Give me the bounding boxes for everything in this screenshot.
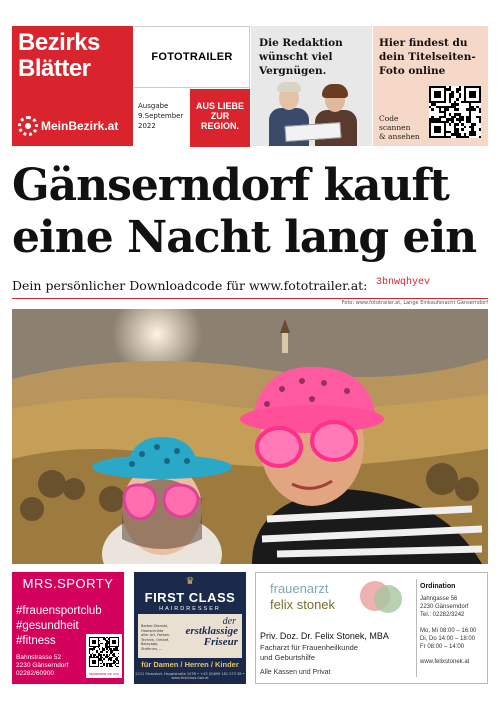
brand-title-line: Bezirks	[18, 29, 100, 56]
ad-tagline-box	[138, 614, 242, 658]
ad-brand-name: MRS.SPORTY	[22, 576, 114, 591]
divider	[416, 579, 417, 677]
slogan-line: ZUR	[210, 111, 230, 121]
ad-address-line: Bahnstrasse 52	[16, 654, 62, 661]
titelseite-line: dein Titelseiten-	[379, 51, 476, 63]
issue-date: 9.September	[138, 112, 184, 120]
meinbezirk-logo-icon	[18, 116, 38, 136]
section-box	[134, 26, 250, 146]
issue-label: Ausgabe	[138, 102, 169, 110]
cover-photo	[12, 309, 488, 564]
ad-specialty-line: und Geburtshilfe	[260, 653, 316, 662]
redaktion-line: Vergnügen.	[259, 65, 327, 77]
editor-photo	[265, 80, 365, 146]
ad-brand-name: felix stonek	[270, 597, 336, 612]
ad-first-class[interactable]	[134, 572, 246, 684]
brand-site-logo	[18, 116, 118, 136]
redaktion-box	[251, 26, 372, 146]
ad-address-line: Jahngasse 56	[420, 596, 458, 602]
ad-hashtag: #fitness	[16, 635, 56, 647]
slogan-line: REGION.	[200, 121, 239, 131]
qr-caption: PROBIEREN SIE AUS	[88, 672, 120, 676]
ad-brand-name: frauenarzt	[270, 581, 329, 596]
headline-line: Gänserndorf kauft	[12, 160, 449, 211]
photo-illustration	[12, 309, 488, 564]
ad-tagline-der: der	[222, 616, 236, 627]
logo-circle-icon	[374, 585, 402, 613]
ad-brand-name: FIRST CLASS	[144, 590, 236, 605]
ad-ordination-title: Ordination	[420, 583, 456, 590]
ad-opening-hours	[420, 627, 476, 651]
download-code-text: Dein persönlicher Downloadcode für www.fototrailer.at:	[12, 278, 368, 293]
code-hint-line: Code	[379, 114, 399, 123]
code-hint-line: scannen	[379, 123, 411, 132]
photo-credit: Foto: www.fototrailer.at, Lange Einkaufsnacht Gänserndorf	[341, 300, 488, 306]
slogan-badge	[190, 89, 250, 147]
redaktion-line: Die Redaktion	[259, 37, 343, 49]
ad-address: 2231 Strasshof, Hauptstraße 107B • +43 (0)699 181 573 38 • www.firstclass-hair.at	[135, 672, 245, 680]
ad-address	[16, 654, 68, 678]
ad-hours-line: Di, Do 14:00 – 18:00	[420, 636, 476, 642]
ad-brand-sub: HAIRDRESSER	[159, 606, 221, 612]
ad-tagline-line: Friseur	[203, 636, 238, 648]
headline	[12, 160, 490, 264]
ad-services: Barber-Dienste, Haarschnitte aller Art, Farben-Technik, Ombré, Balayage, Strähnen, ...	[141, 624, 171, 651]
brand-title-line: Blätter	[18, 55, 91, 82]
ad-phone: Tel.: 02282/3242	[420, 612, 465, 618]
divider	[134, 87, 250, 88]
redaktion-text	[259, 36, 343, 78]
ad-target-groups: für Damen / Herren / Kinder	[141, 660, 239, 669]
titelseite-line: Hier findest du	[379, 37, 468, 49]
issue-info	[138, 101, 183, 131]
code-hint	[379, 114, 420, 141]
ad-qr-box[interactable]	[86, 634, 122, 678]
titelseite-text	[379, 36, 476, 78]
qr-code-icon[interactable]	[429, 86, 481, 138]
ad-hours-line: Mo, Mi 08:00 – 16:00	[420, 628, 477, 634]
titelseite-box	[373, 26, 488, 146]
crown-icon: ♛	[185, 576, 195, 587]
ad-insurance: Alle Kassen und Privat	[260, 669, 331, 676]
slogan-line: AUS LIEBE	[195, 101, 244, 111]
ad-address-line: 2230 Gänserndorf	[420, 604, 469, 610]
code-hint-line: & ansehen	[379, 132, 420, 141]
section-label: FOTOTRAILER	[151, 51, 233, 63]
ad-hours-line: Fr 08:00 – 14:00	[420, 644, 465, 650]
redaktion-line: wünscht viel	[259, 51, 333, 63]
headline-line: eine Nacht lang ein	[12, 212, 477, 263]
ad-mrs-sporty[interactable]	[12, 572, 124, 684]
ad-specialty	[260, 643, 358, 663]
brand-title	[18, 30, 100, 82]
ad-doctor-name: Priv. Doz. Dr. Felix Stonek, MBA	[260, 631, 389, 641]
titelseite-line: Foto online	[379, 65, 446, 77]
ad-frauenarzt[interactable]	[255, 572, 488, 684]
issue-year: 2022	[138, 122, 156, 130]
brand-block	[12, 26, 133, 146]
ad-hashtag: #gesundheit	[16, 620, 79, 632]
ad-tagline-line: erstklassige	[185, 625, 238, 637]
brand-site-label: MeinBezirk.at	[41, 119, 119, 133]
ad-website-link[interactable]: www.felixstonek.at	[420, 659, 470, 665]
ad-hashtag: #frauensportclub	[16, 605, 102, 617]
download-code: 3bnwqhyev	[376, 277, 431, 288]
ad-address-line: 2230 Gänserndorf	[16, 662, 69, 669]
ad-ordination-address	[420, 595, 468, 619]
qr-code-icon[interactable]	[89, 637, 119, 667]
red-rule	[12, 298, 488, 299]
ad-specialty-line: Facharzt für Frauenheilkunde	[260, 643, 358, 652]
ad-phone: 02282/60900	[16, 670, 54, 677]
ad-tagline	[168, 626, 238, 648]
